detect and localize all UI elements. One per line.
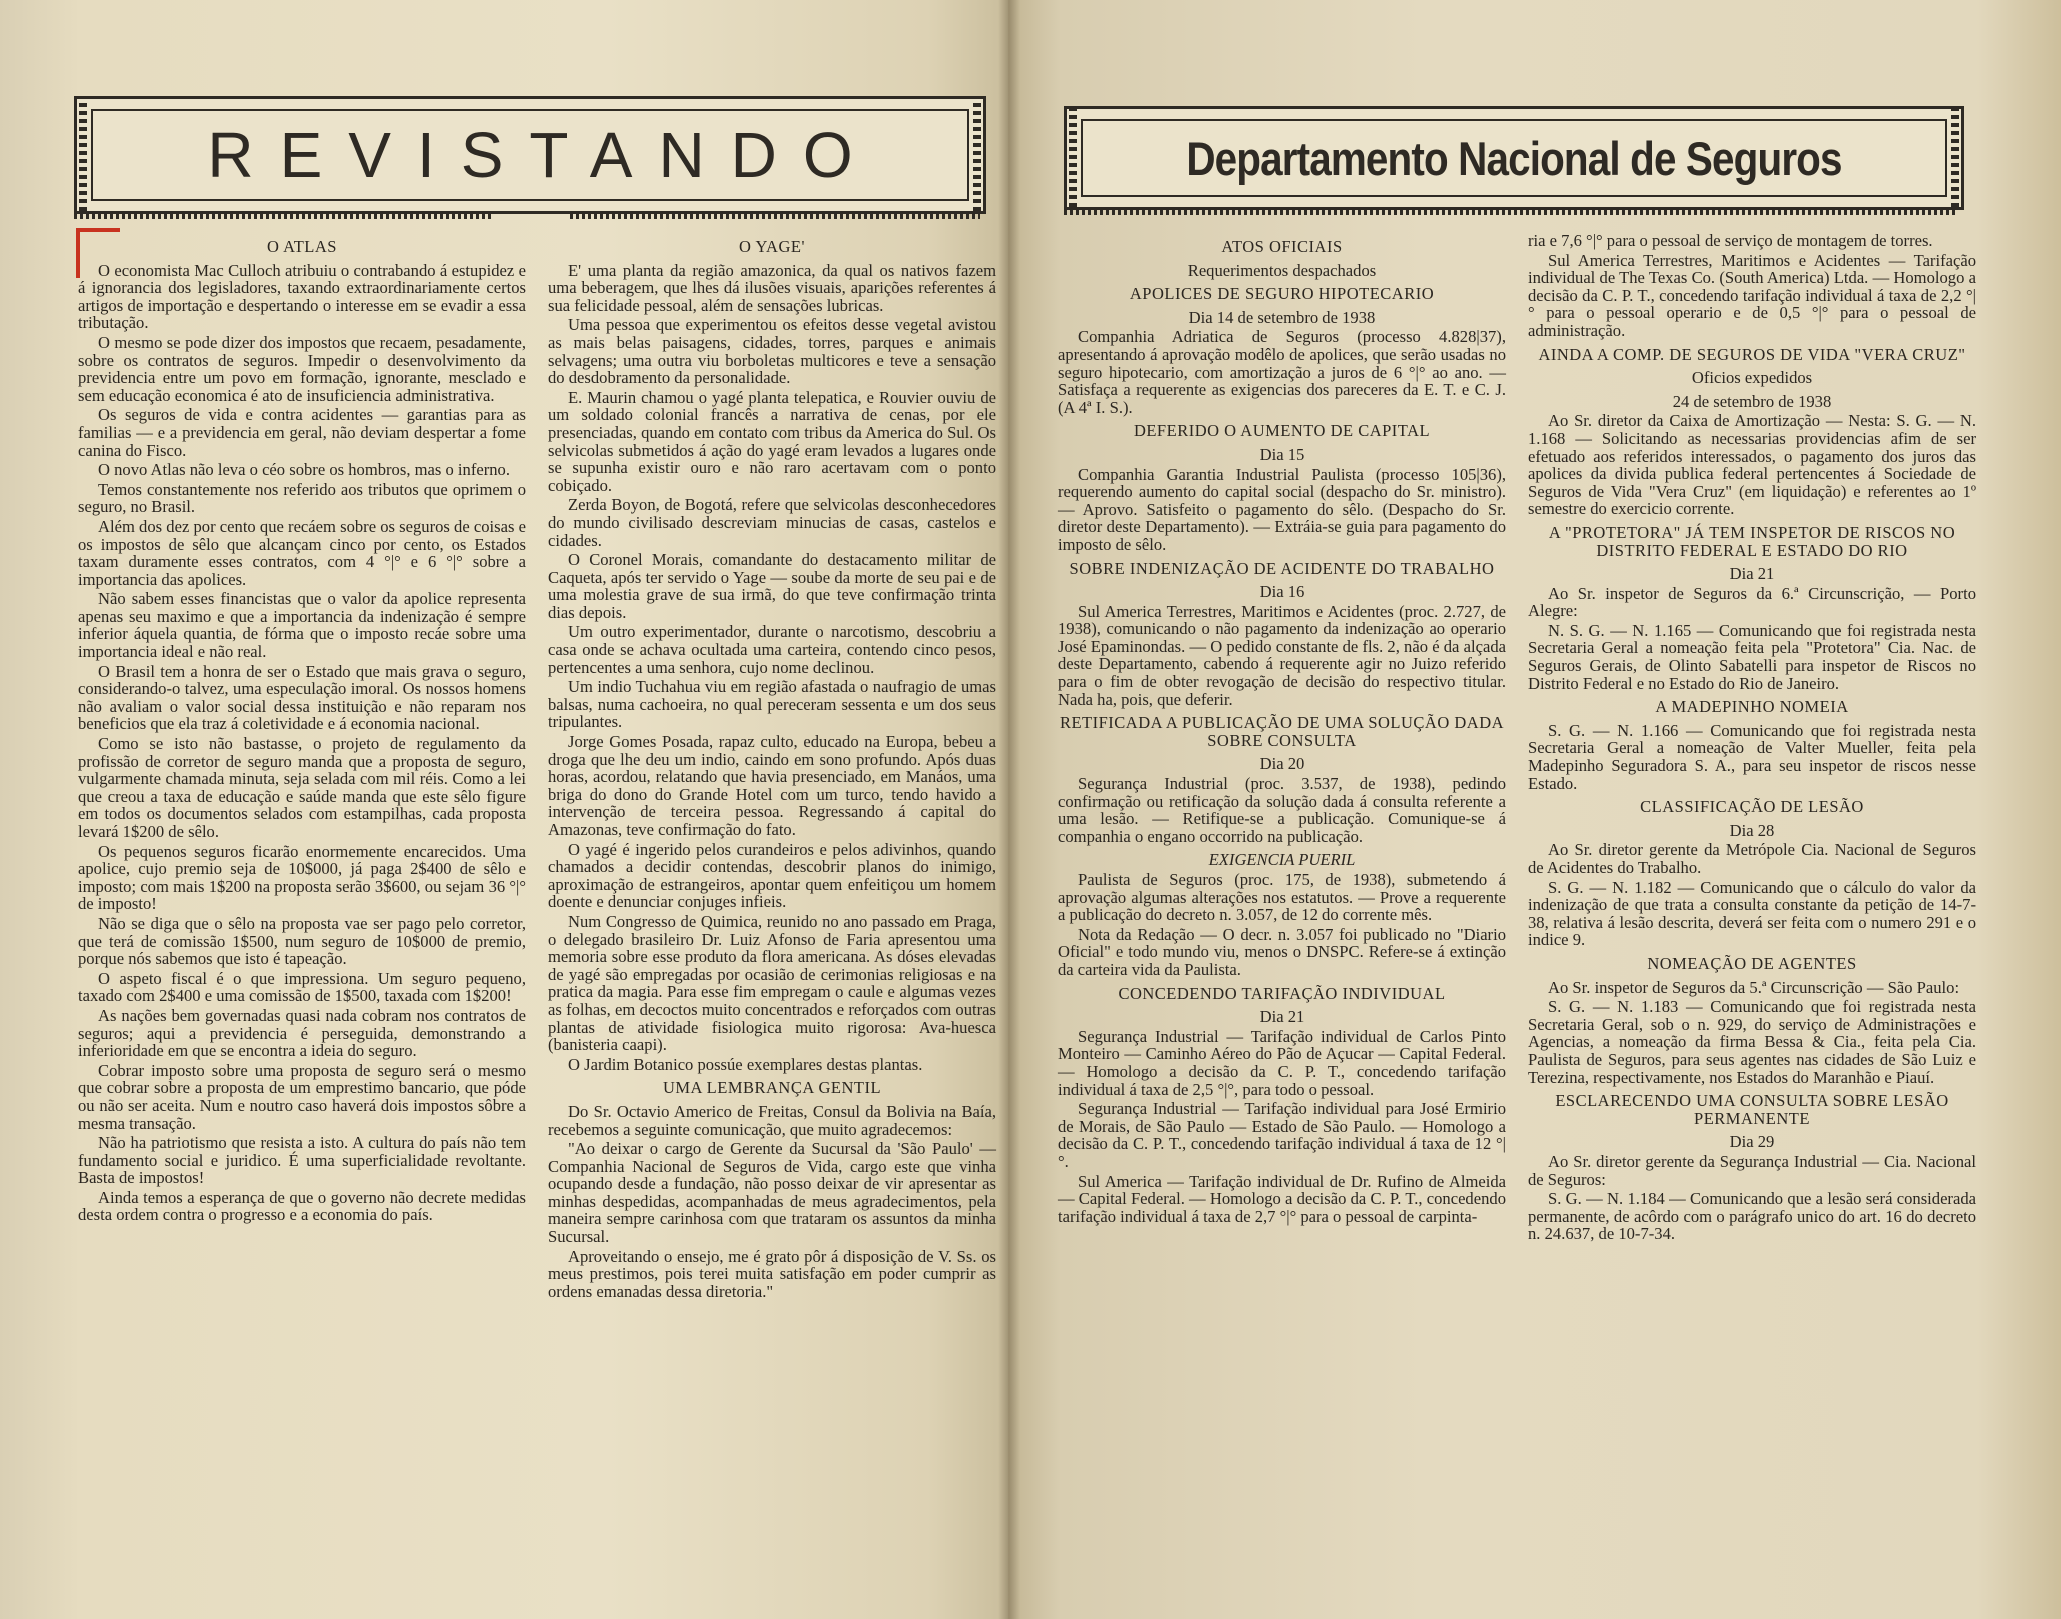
article-paragraph: Segurança Industrial — Tarifação individual para José Ermirio de Morais, de São Paulo — Estado de São Paulo. — Homologo a decisão da C. P. T., concedendo tarifação individual á taxa de 12 °|°. — [1058, 1099, 1506, 1171]
article-heading: ATOS OFICIAIS — [1221, 237, 1343, 256]
article-date: Dia 28 — [1729, 820, 1775, 840]
article-subheading: Oficios expedidos — [1691, 368, 1813, 388]
right-column-1 — [1058, 232, 1506, 1227]
page-gutter — [998, 0, 1020, 1619]
article-heading: AINDA A COMP. DE SEGUROS DE VIDA "VERA CRUZ" — [1538, 344, 1966, 364]
article-date: Dia 20 — [1259, 754, 1305, 774]
article-paragraph: Ao Sr. inspetor de Seguros da 5.ª Circunscrição — São Paulo: — [1548, 977, 1960, 997]
article-subheading: Requerimentos despachados — [1187, 260, 1377, 280]
article-paragraph: O Brasil tem a honra de ser o Estado que mais grava o seguro, considerando-o talvez, uma especulação imoral. Os nossos homens não avaliam o valor social dessa instituição e não reparam nos beneficios que ela traz á coletividade e á economia nacional. — [78, 661, 526, 734]
article-paragraph: Uma pessoa que experimentou os efeitos desse vegetal avistou as mais belas paisagens, cidades, torres, parques e animais selvagens; uma outra viu borboletas multicores e teve a sensação do desdobramento da personalidade. — [548, 315, 996, 388]
article-paragraph: Um outro experimentador, durante o narcotismo, descobriu a casa onde se achava ocultada uma carteira, contendo cinco pesos, pertencentes a uma senhora, cujo nome declinou. — [548, 622, 996, 677]
article-heading: O YAGE' — [739, 237, 805, 256]
article-paragraph: Ao Sr. diretor da Caixa de Amortização — Nesta: S. G. — N. 1.168 — Solicitando as necessarias providencias afim de ser efetuado aos referidos interessados, o pagamento dos juros das apolices da divida publica federal pertencentes á Sociedade de Seguros de Vida "Vera Cruz" (em liquidação) e referentes ao 1º semestre do exercicio corrente. — [1528, 411, 1976, 519]
article-paragraph: Companhia Garantia Industrial Paulista (processo 105|36), requerendo aumento do capital social (despacho do Sr. ministro). — Aprovo. Satisfeito o pagamento do sêlo. (Despacho do Sr. diretor deste Departamento). — Extráia-se guia para pagamento do imposto de sêlo. — [1058, 464, 1506, 554]
article-heading: DEFERIDO O AUMENTO DE CAPITAL — [1133, 421, 1431, 441]
banner-underline-left — [74, 214, 494, 219]
article-heading: NOMEAÇÃO DE AGENTES — [1647, 953, 1857, 973]
article-paragraph: O yagé é ingerido pelos curandeiros e pelos adivinhos, quando chamados a decidir contendas, descobrir planos do inimigo, aproximação de estrangeiros, apontar quem enfeitiçou um homem doente e denunciar conjuges infieis. — [548, 839, 996, 912]
article-paragraph: Não sabem esses financistas que o valor da apolice representa apenas seu maximo e que a importancia da indenização é sempre inferior áquela quantia, de fórma que o imposto recáe sobre uma importancia ideal e não real. — [78, 589, 526, 662]
article-heading: A "PROTETORA" JÁ TEM INSPETOR DE RISCOS NO DISTRITO FEDERAL E ESTADO DO RIO — [1548, 522, 1956, 560]
article-paragraph: Temos constantemente nos referido aos tributos que oprimem o seguro, no Brasil. — [78, 479, 526, 517]
article-paragraph: O novo Atlas não leva o céo sobre os hombros, mas o inferno. — [98, 460, 510, 480]
article-paragraph: S. G. — N. 1.184 — Comunicando que a lesão será considerada permanente, de acôrdo com o parágrafo unico do art. 16 do decreto n. 24.637, de 10-7-34. — [1528, 1189, 1976, 1244]
article-paragraph: Paulista de Seguros (proc. 175, de 1938), submetendo á aprovação algumas alterações nos estatutos. — Prove a requerente a publicação do decreto n. 3.057, de 12 do corrente mês. — [1058, 870, 1506, 925]
banner-underline-right-page — [1064, 210, 1958, 215]
article-paragraph: Sul America — Tarifação individual de Dr. Rufino de Almeida — Capital Federal. — Homologo a decisão da C. P. T., concedendo tarifação individual á taxa de 2,7 °|° para o pessoal de carpinta- — [1058, 1171, 1506, 1226]
article-paragraph: As nações bem governadas quasi nada cobram nos contratos de seguros; aqui a previdencia é perseguida, demonstrando a inferioridade em que se encontra a ideia do seguro. — [78, 1005, 526, 1061]
article-paragraph: Não ha patriotismo que resista a isto. A cultura do país não tem fundamento social e juridico. É uma superficialidade revoltante. Basta de impostos! — [78, 1133, 526, 1188]
article-heading: CLASSIFICAÇÃO DE LESÃO — [1640, 797, 1864, 817]
article-date: Dia 16 — [1259, 582, 1305, 602]
article-paragraph: Ao Sr. diretor gerente da Segurança Industrial — Cia. Nacional de Seguros: — [1528, 1151, 1976, 1189]
article-paragraph: Além dos dez por cento que recáem sobre os seguros de coisas e os impostos de sêlo que alcançam cinco por cento, os Estados taxam duramente esses contratos, com 4 °|° e 6 °|° sobre a importancia das apolices. — [78, 516, 526, 589]
article-paragraph: Ainda temos a esperança de que o governo não decrete medidas desta ordem contra o progresso e a economia do país. — [78, 1187, 526, 1225]
article-paragraph: Sul America Terrestres, Maritimos e Acidentes — Tarifação individual de The Texas Co. (South America) Ltda. — Homologo a decisão da C. P. T., concedendo tarifação individual á taxa de 2,2 °|° para o pessoal operario e de 0,5 °|° para o pessoal de administração. — [1528, 250, 1976, 340]
article-heading: O ATLAS — [267, 237, 337, 256]
article-heading: A MADEPINHO NOMEIA — [1655, 697, 1849, 717]
article-date: Dia 21 — [1259, 1007, 1305, 1027]
article-paragraph: O Jardim Botanico possúe exemplares destas plantas. — [568, 1054, 923, 1074]
article-paragraph: O economista Mac Culloch atribuiu o contrabando á estupidez e á ignorancia dos legisladores, taxando extraordinariamente certos artigos de importação e despertando o interesse em se evadir a essa tributação. — [78, 260, 526, 333]
article-paragraph: S. G. — N. 1.183 — Comunicando que foi registrada nesta Secretaria Geral, sob o n. 929, do serviço de Administrações e Agencias, a nomeação da firma Bessa & Cia., feita pela Cia. Paulista de Seguros, para seus agentes nas cidades de São Luiz e Terezina, respectivamente, nos Estados do Maranhão e Piauí. — [1528, 997, 1976, 1087]
left-page — [0, 0, 1008, 1619]
article-paragraph: "Ao deixar o cargo de Gerente da Sucursal da 'São Paulo' — Companhia Nacional de Seguros de Vida, cargo este que vinha ocupando desde a fundação, não posso deixar de vir apresentar as minhas despedidas, acompanhadas de meus agradecimentos, pela maneira sempre carinhosa com que trataram os assuntos da minha Sucursal. — [548, 1139, 996, 1247]
article-paragraph: Ao Sr. diretor gerente da Metrópole Cia. Nacional de Seguros de Acidentes do Trabalho. — [1528, 840, 1976, 877]
article-paragraph: Os seguros de vida e contra acidentes — garantias para as familias — e a previdencia em geral, não deviam despertar a fome canina do Fisco. — [78, 405, 526, 460]
article-paragraph: N. S. G. — N. 1.165 — Comunicando que foi registrada nesta Secretaria Geral a nomeação feita pela "Protetora" Cia. Nac. de Seguros Gerais, de Olinto Sabatelli para inspetor de Riscos no Distrito Federal e no Estado do Rio de Janeiro. — [1528, 620, 1976, 693]
article-paragraph: Sul America Terrestres, Maritimos e Acidentes (proc. 2.727, de 1938), comunicando o não pagamento da indenização ao operario José Epaminondas. — O pedido constante de fls. 2, não é da alçada deste Departamento, cabendo á requerente agir no Juizo referido para o fim de obter revogação de decisão do respectivo titular. Nada ha, pois, que deferir. — [1058, 601, 1506, 709]
article-heading: SOBRE INDENIZAÇÃO DE ACIDENTE DO TRABALHO — [1069, 558, 1495, 578]
article-paragraph: Segurança Industrial (proc. 3.537, de 1938), pedindo confirmação ou retificação da solução dada á consulta referente a uma lesão. — Retifique-se a publicação. Comunique-se á companhia o engano occorrido na publicação. — [1058, 774, 1506, 846]
article-paragraph: E' uma planta da região amazonica, da qual os nativos fazem uma beberagem, que lhes dá ilusões visuais, aparições referentes á sua felicidade pessoal, além de sensações lubricas. — [548, 260, 996, 315]
article-date: 24 de setembro de 1938 — [1672, 391, 1832, 411]
article-paragraph: Zerda Boyon, de Bogotá, refere que selvicolas desconhecedores do mundo civilisado descreviam minucias de casas, castelos e cidades. — [548, 495, 996, 550]
article-paragraph: Nota da Redação — O decr. n. 3.057 foi publicado no "Diario Oficial" e todo mundo viu, menos o DNSPC. Refere-se á extinção da carteira vida da Paulista. — [1058, 924, 1506, 979]
right-page — [1008, 0, 2061, 1619]
right-column-2 — [1528, 232, 1976, 1245]
article-heading: CONCEDENDO TARIFAÇÃO INDIVIDUAL — [1118, 983, 1446, 1003]
article-date: Dia 14 de setembro de 1938 — [1188, 307, 1376, 327]
article-paragraph: Os pequenos seguros ficarão enormemente encarecidos. Uma apolice, cujo premio seja de 10$000, já paga 2$400 de sêlo e imposto; com mais 1$200 na proposta serão 3$600, ou sejam 36 °|° de imposto! — [78, 841, 526, 914]
article-paragraph: E. Maurin chamou o yagé planta telepatica, e Rouvier ouviu de um soldado colonial francês a narrativa de cenas, por ele presenciadas, quando em contato com tribus da America do Sul. Os selvicolas submetidos á ação do yagé eram levados a lugares onde se supunha existir ouro e não raro acertavam com o ponto cobiçado. — [548, 387, 996, 495]
article-paragraph: Do Sr. Octavio Americo de Freitas, Consul da Bolivia na Baía, recebemos a seguinte comunicação, que muito agradecemos: — [548, 1101, 996, 1139]
article-paragraph: Ao Sr. inspetor de Seguros da 6.ª Circunscrição, — Porto Alegre: — [1528, 583, 1976, 621]
article-heading: ESCLARECENDO UMA CONSULTA SOBRE LESÃO PERMANENTE — [1555, 1091, 1949, 1128]
article-paragraph: Segurança Industrial — Tarifação individual de Carlos Pinto Monteiro — Caminho Aéreo do Pão de Açucar — Capital Federal. — Homologo a decisão da C. P. T., concedendo tarifação individual á taxa de 2,5 °|°, para todo o pessoal. — [1058, 1026, 1506, 1099]
article-paragraph: S. G. — N. 1.166 — Comunicando que foi registrada nesta Secretaria Geral a nomeação de Valter Mueller, feita pela Madepinho Seguradora S. A., para seu inspetor de riscos nesse Estado. — [1528, 720, 1976, 793]
article-paragraph: Não se diga que o sêlo na proposta vae ser pago pelo corretor, que terá de comissão 1$500, num seguro de 10$000 de premio, porque nós sabemos que isto é tapeação. — [78, 913, 526, 969]
left-column-2 — [548, 232, 996, 1302]
article-paragraph: O Coronel Morais, comandante do destacamento militar de Caqueta, após ter servido o Yage — soube da morte de seu pai e de uma molestia grave de sua irmã, do que teve confirmação trinta dias depois. — [548, 550, 996, 622]
article-date: Dia 15 — [1259, 444, 1305, 464]
article-paragraph: Num Congresso de Quimica, reunido no ano passado em Praga, o delegado brasileiro Dr. Luiz Afonso de Faria apresentou uma memoria sobre esse produto da flora americana. As dóses elevadas de yagé são empregadas por ocasião de cerimonias religiosas e na pratica da magia. Para esse fim empregam o caule e algumas vezes as folhas, em decoctos muito concentrados e reforçados com outras plantas de atividade fisiologica muito rigorosa: Ava-huesca (banisteria caapi). — [548, 911, 996, 1055]
article-paragraph: Jorge Gomes Posada, rapaz culto, educado na Europa, bebeu a droga que lhe deu um indio, caindo em sono profundo. Após duas horas, acordou, relatando que havia presenciado, em Manáos, uma briga do dono do Grande Hotel com um turco, tendo havido a intervenção de terceira pessoa. Regressando á capital do Amazonas, teve confirmação do fato. — [548, 732, 996, 839]
left-column-1 — [78, 232, 526, 1226]
banner-underline-right — [570, 214, 980, 219]
dns-banner — [1064, 106, 1964, 210]
article-date: Dia 21 — [1729, 564, 1775, 584]
article-paragraph: O mesmo se pode dizer dos impostos que recaem, pesadamente, sobre os contratos de seguros. Impedir o desenvolvimento da previdencia entre um povo em formação, ignorante, mesclado e sem educação economica é ato de insuficiencia administrativa. — [78, 332, 526, 405]
revistando-banner — [74, 96, 986, 214]
article-paragraph: S. G. — N. 1.182 — Comunicando que o cálculo do valor da indenização de que trata a consulta constante da petição de 14-7-38, relativa á lesão descrita, deverá ser feita com o numero 291 e o indice 9. — [1528, 877, 1976, 950]
section-title: REVISTANDO — [207, 119, 879, 191]
article-paragraph: Como se isto não bastasse, o projeto de regulamento da profissão de corretor de seguro manda que a proposta de seguro, vulgarmente chamada minuta, seja selada com mil réis. Como a lei que creou a taxa de educação e saúde manda que este sêlo figure em todos os documentos selados com estampilhas, cada proposta levará 1$200 de sêlo. — [78, 734, 526, 841]
article-heading: RETIFICADA A PUBLICAÇÃO DE UMA SOLUÇÃO DADA SOBRE CONSULTA — [1059, 713, 1505, 750]
article-paragraph: Aproveitando o ensejo, me é grato pôr á disposição de V. Ss. os meus prestimos, pois terei muita satisfação em poder cumprir as ordens emanadas dessa diretoria." — [548, 1246, 996, 1301]
article-paragraph: Companhia Adriatica de Seguros (processo 4.828|37), apresentando á aprovação modêlo de apolices, que serão usadas no seguro hipotecario, com amortização a juros de 6 °|° ao ano. — Satisfaça a requerente as exigencias dos pareceres da E. T. e C. J. (A 4ª I. S.). — [1058, 327, 1506, 417]
article-heading: APOLICES DE SEGURO HIPOTECARIO — [1129, 284, 1435, 304]
article-paragraph: ria e 7,6 °|° para o pessoal de serviço de montagem de torres. — [1528, 231, 1933, 250]
article-heading: UMA LEMBRANÇA GENTIL — [662, 1078, 882, 1098]
article-date: Dia 29 — [1729, 1132, 1775, 1152]
section-title-right: Departamento Nacional de Seguros — [1186, 131, 1842, 185]
article-paragraph: Um indio Tuchahua viu em região afastada o naufragio de umas balsas, numa cachoeira, no qual pereceram sessenta e um dos seus tripulantes. — [548, 677, 996, 732]
article-heading: EXIGENCIA PUERIL — [1208, 850, 1356, 870]
article-paragraph: Cobrar imposto sobre uma proposta de seguro será o mesmo que cobrar sobre a proposta de um emprestimo bancario, que póde ou não ser aceita. Num e noutro caso haverá dois impostos sôbre a mesma transação. — [78, 1060, 526, 1133]
article-paragraph: O aspeto fiscal é o que impressiona. Um seguro pequeno, taxado com 2$400 e uma comissão de 1$500, taxada com 1$200! — [78, 968, 526, 1006]
